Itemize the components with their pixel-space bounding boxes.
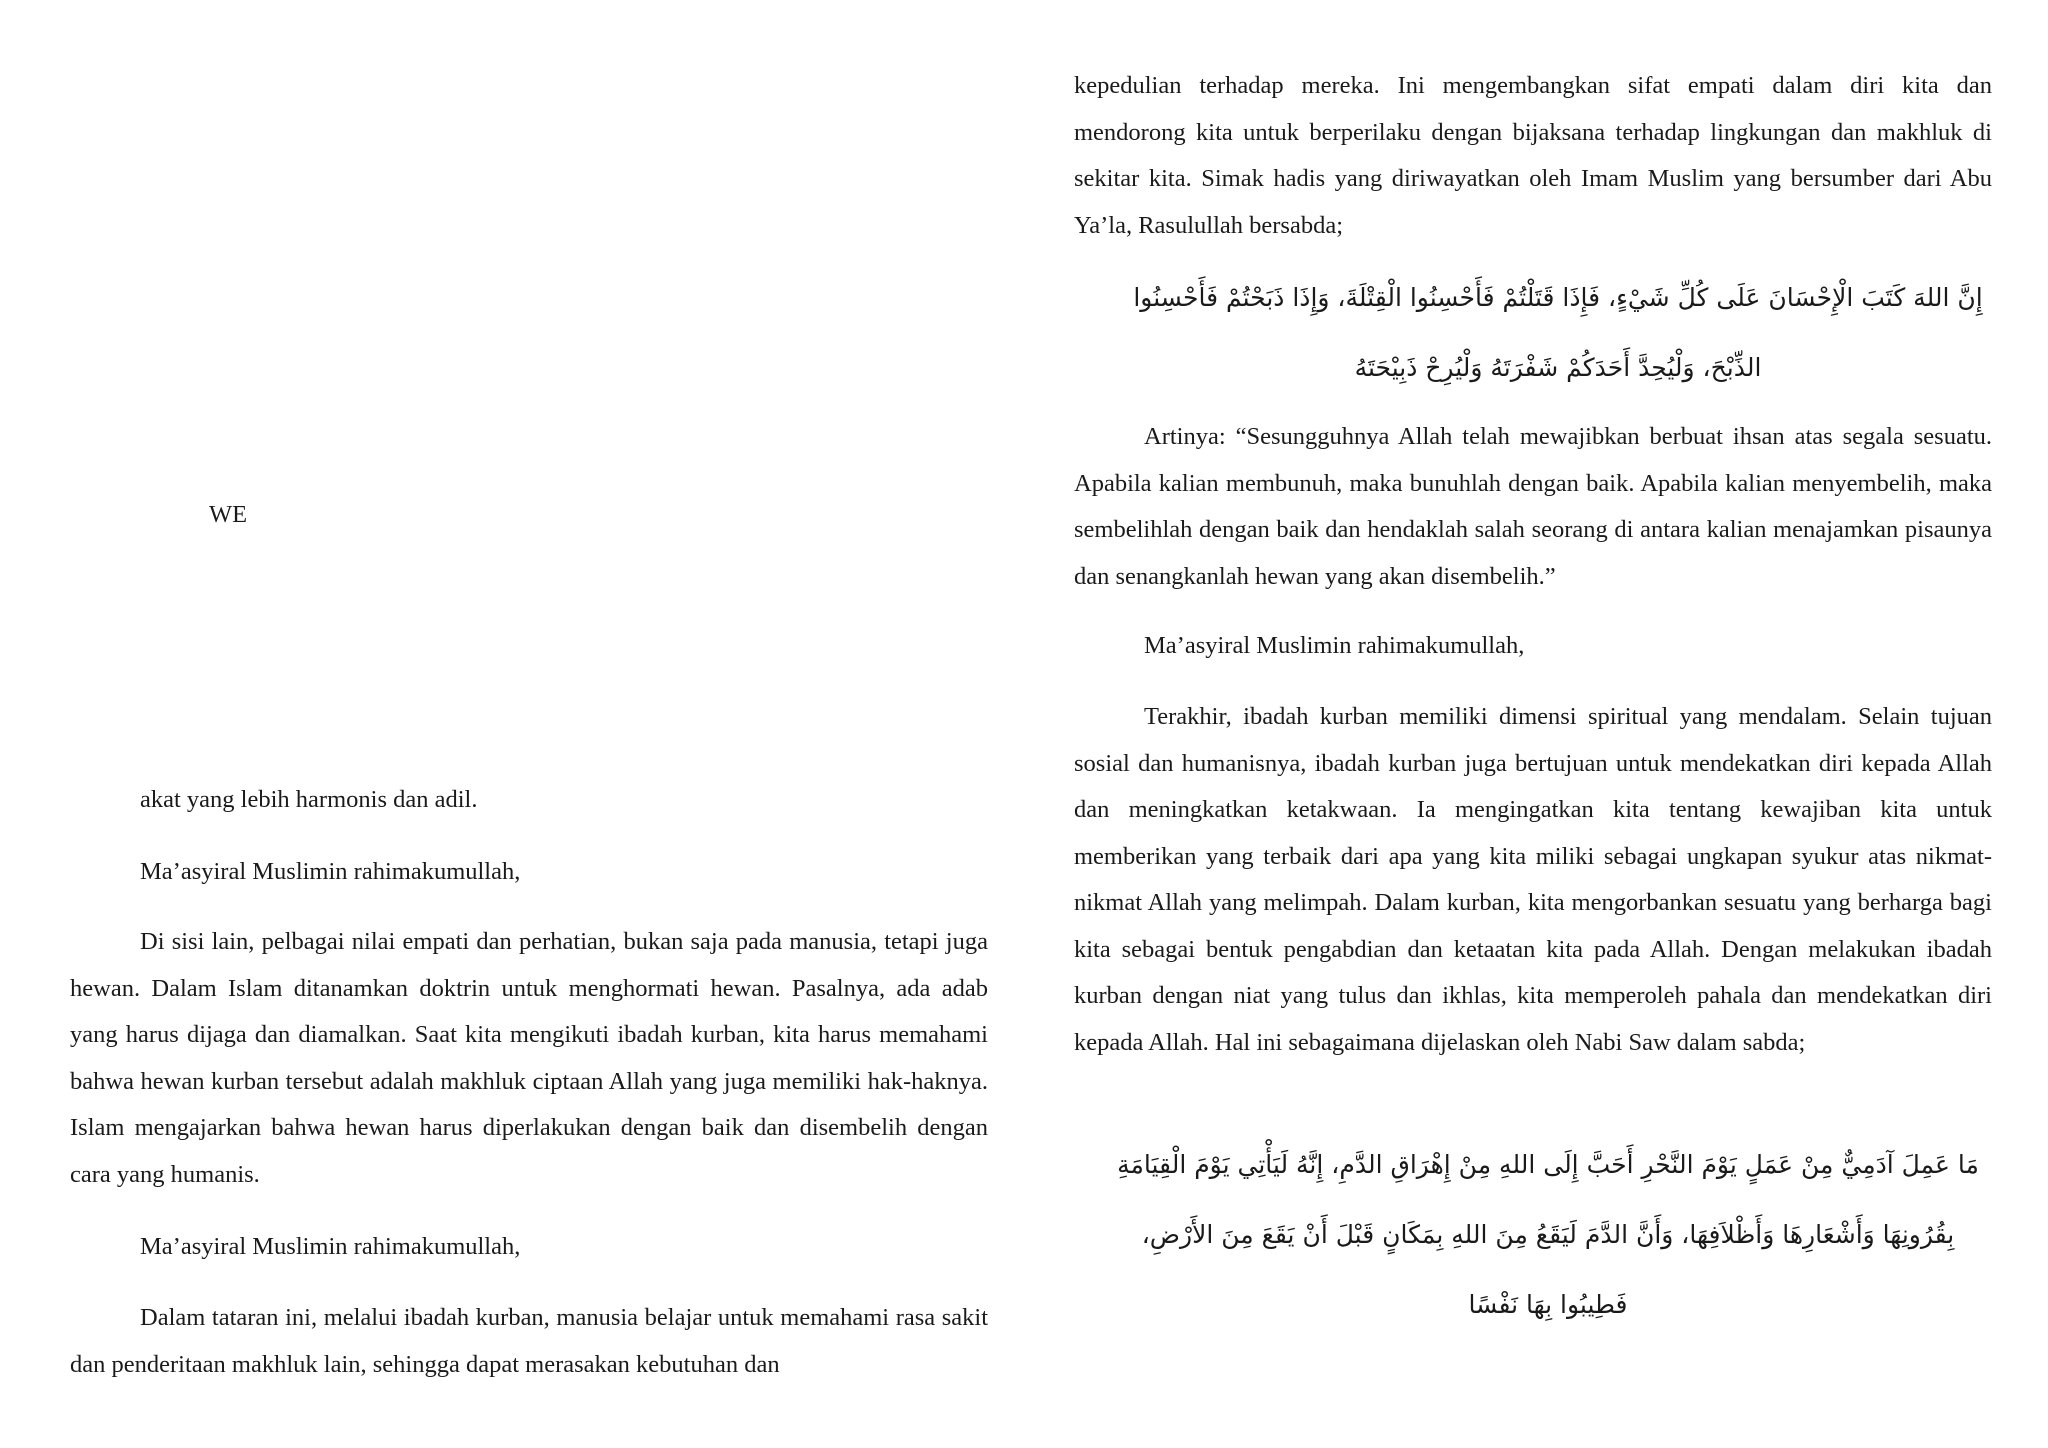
paragraph-spiritual-dimension: Terakhir, ibadah kurban memiliki dimensi spiritual yang mendalam. Selain tujuan sosial dan humanisnya, ibadah kurban juga bertujuan untuk mendekatkan diri kepada Allah dan meningkatkan ketakwaan. Ia mengingatkan kita tentang kewajiban kita untuk memberikan yang terbaik dari apa yang kita miliki sebagai ungkapan syukur atas nikmat-nikmat Allah yang melimpah. Dalam kurban, kita mengorbankan sesuatu yang berharga bagi kita sebagai bentuk pengabdian dan ketaatan kita pada Allah. Dengan melakukan ibadah kurban dengan niat yang tulus dan ikhlas, kita memperoleh pahala dan mendekatkan diri kepada Allah. Hal ini sebagaimana dijelaskan oleh Nabi Saw dalam sabda; <box>1074 703 1992 1056</box>
salutation: Ma’asyiral Muslimin rahimakumullah, <box>1144 632 1525 659</box>
hadith-arabic: إِنَّ اللهَ كَتَبَ الْإِحْسَانَ عَلَى كُلِّ شَيْءٍ، فَإِذَا قَتَلْتُمْ فَأَحْسِنُوا الْقِتْلَةَ، وَإِذَا ذَبَحْتُمْ فَأَحْسِنُوا الذِّبْحَ، وَلْيُحِدَّ أَحَدَكُمْ شَفْرَتَهُ وَلْيُرِحْ ذَبِيْحَتَهُ <box>1133 283 1983 382</box>
paragraph-learning-pain: Dalam tataran ini, melalui ibadah kurban, manusia belajar untuk memahami rasa sakit dan penderitaan makhluk lain, sehingga dapat merasakan kebutuhan dan <box>70 1304 988 1378</box>
paragraph-empathy-animals: Di sisi lain, pelbagai nilai empati dan perhatian, bukan saja pada manusia, tetapi juga hewan. Dalam Islam ditanamkan doktrin untuk menghormati hewan. Pasalnya, ada adab yang harus dijaga dan diamalkan. Saat kita mengikuti ibadah kurban, kita harus memahami bahwa hewan kurban tersebut adalah makhluk ciptaan Allah yang juga memiliki hak-haknya. Islam mengajarkan bahwa hewan harus diperlakukan dengan baik dan disembelih dengan cara yang humanis. <box>70 928 988 1188</box>
paragraph-empathy-continued: kepedulian terhadap mereka. Ini mengembangkan sifat empati dalam diri kita dan mendorong kita untuk berperilaku dengan bijaksana terhadap lingkungan dan makhluk di sekitar kita. Simak hadis yang diriwayatkan oleh Imam Muslim yang bersumber dari Abu Ya’la, Rasulullah bersabda; <box>1074 72 1992 239</box>
salutation: Ma’asyiral Muslimin rahimakumullah, <box>140 858 521 885</box>
salutation: Ma’asyiral Muslimin rahimakumullah, <box>140 1233 521 1260</box>
hadith-translation: Artinya: “Sesungguhnya Allah telah mewajibkan berbuat ihsan atas segala sesuatu. Apabila kalian membunuh, maka bunuhlah dengan baik. Apabila kalian menyembelih, maka sembelihlah dengan baik dan hendaklah salah seorang di antara kalian menajamkan pisaunya dan senangkanlah hewan yang akan disembelih.” <box>1074 423 1992 590</box>
hadith-arabic: مَا عَمِلَ آدَمِيٌّ مِنْ عَمَلٍ يَوْمَ النَّحْرِ أَحَبَّ إِلَى اللهِ مِنْ إِهْرَاقِ الدَّمِ، إِنَّهُ لَيَأْتِي يَوْمَ الْقِيَامَةِ بِقُرُونِهَا وَأَشْعَارِهَا وَأَظْلاَفِهَا، وَأَنَّ الدَّمَ لَيَقَعُ مِنَ اللهِ بِمَكَانٍ قَبْلَ أَنْ يَقَعَ مِنَ الأَرْضِ، فَطِيبُوا بِهَا نَفْسًا <box>1117 1150 1979 1319</box>
stray-text: WE <box>209 501 248 528</box>
paragraph-fragment: akat yang lebih harmonis dan adil. <box>140 786 478 813</box>
